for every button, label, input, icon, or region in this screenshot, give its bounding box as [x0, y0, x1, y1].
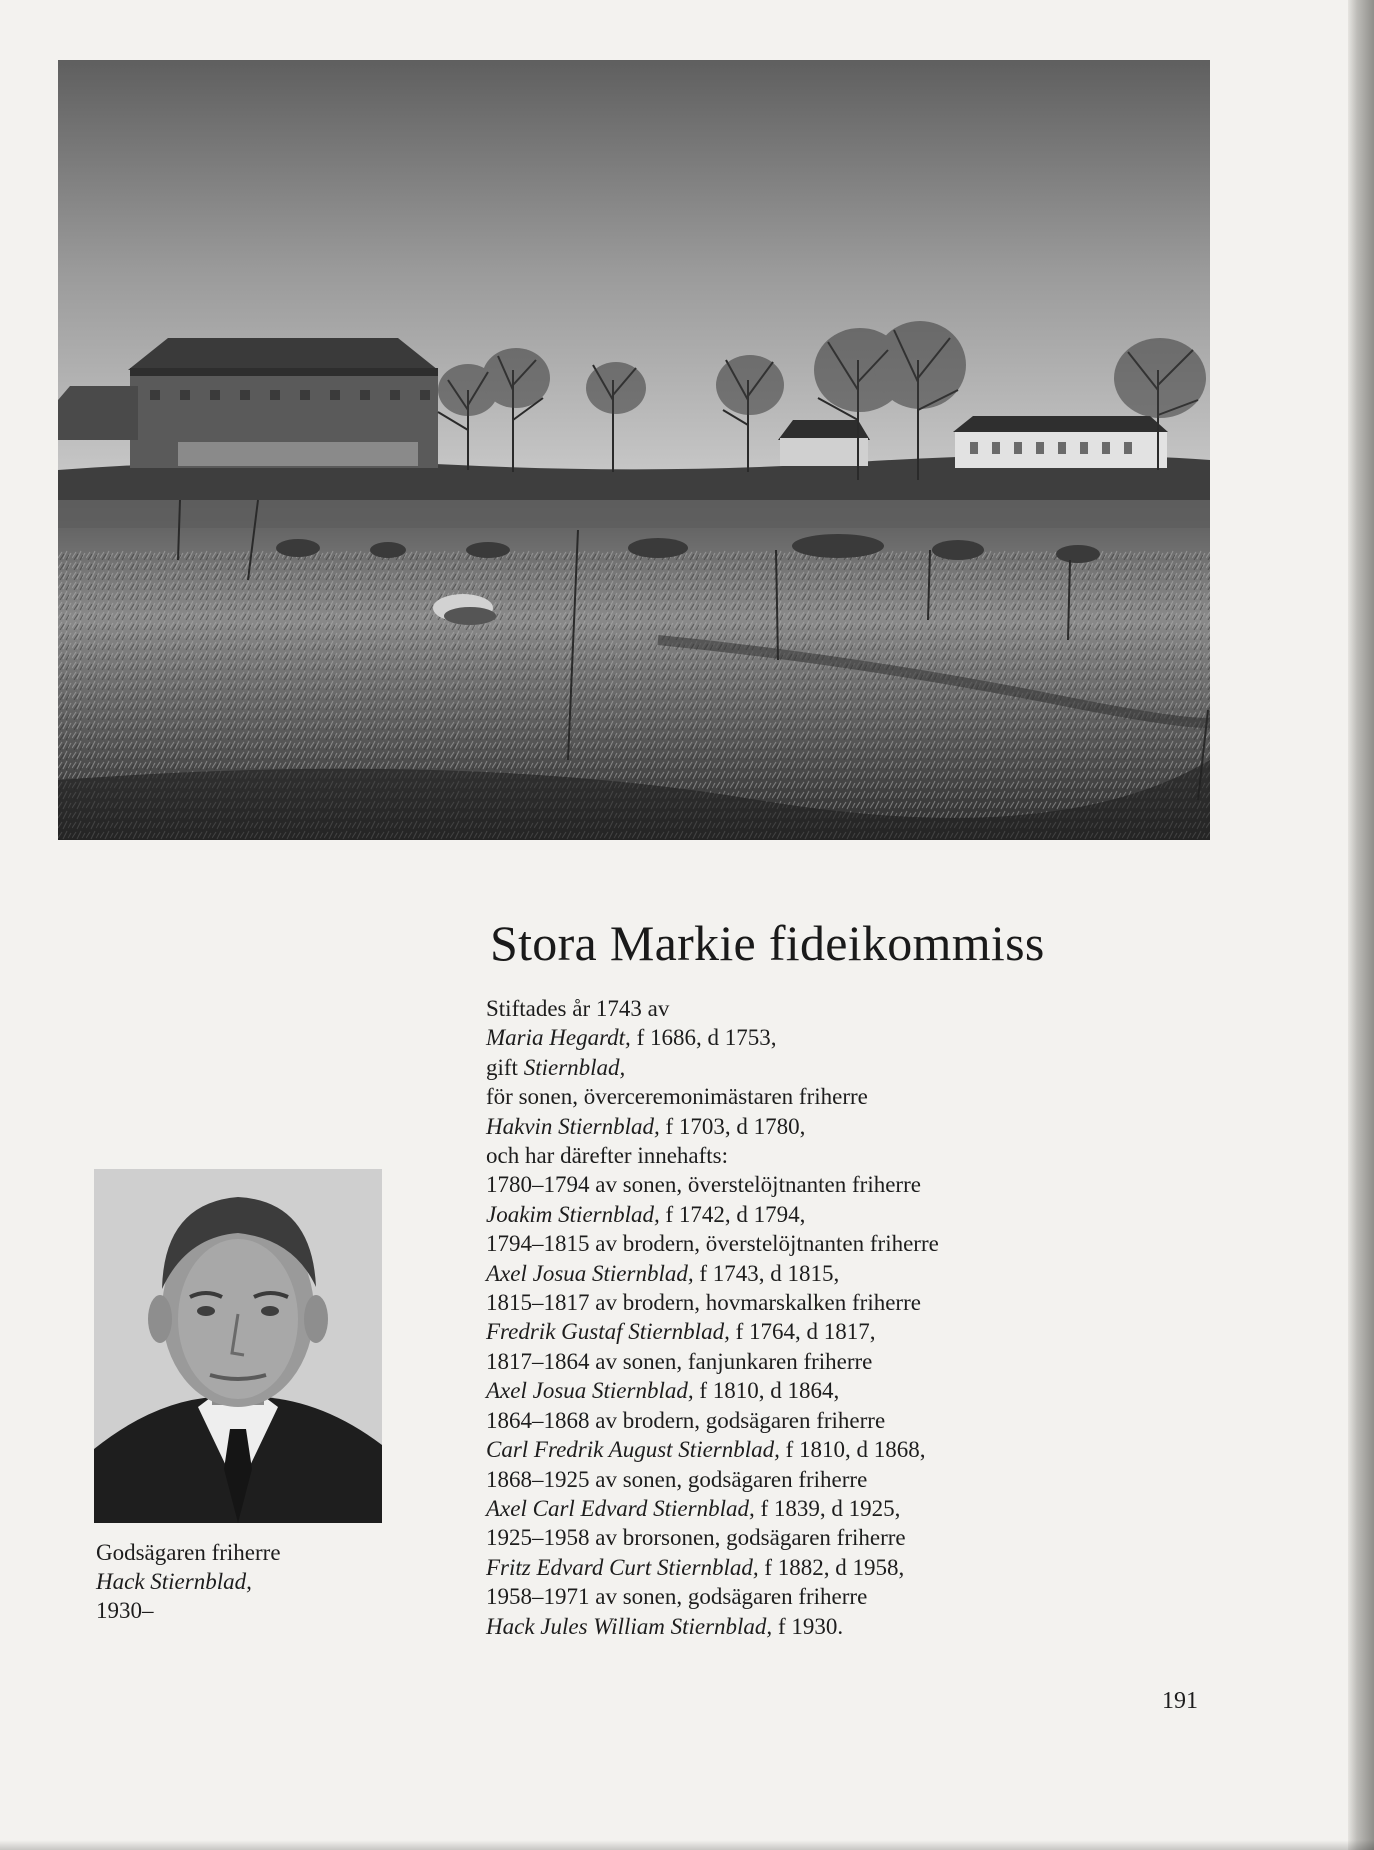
history-line: [486, 1200, 1206, 1229]
history-text: 1794–1815 av brodern, överstelöjtnanten friherre: [486, 1231, 939, 1257]
history-line: [486, 1494, 1206, 1523]
portrait-photo: [94, 1169, 382, 1523]
history-name: Maria Hegardt,: [486, 1025, 631, 1051]
history-line: [486, 1435, 1206, 1464]
portrait-caption: [96, 1538, 396, 1625]
history-line: [486, 994, 1206, 1023]
history-line: [486, 1288, 1206, 1317]
page-edge: [1348, 0, 1374, 1850]
history-name: Joakim Stiernblad,: [486, 1201, 660, 1227]
history-text: f 1930.: [772, 1613, 844, 1639]
history-text: 1958–1971 av sonen, godsägaren friherre: [486, 1584, 868, 1610]
history-line: [486, 1259, 1206, 1288]
history-text: f 1742, d 1794,: [659, 1201, 806, 1227]
history-text: 1815–1817 av brodern, hovmarskalken friherre: [486, 1290, 921, 1316]
caption-line: Godsägaren friherre: [96, 1540, 281, 1565]
history-line: [486, 1406, 1206, 1435]
history-text: f 1764, d 1817,: [729, 1319, 876, 1345]
history-text: 1780–1794 av sonen, överstelöjtnanten friherre: [486, 1172, 921, 1198]
page-number: 191: [1162, 1688, 1198, 1714]
caption-name: [96, 1567, 396, 1596]
history-name: Axel Josua Stiernblad,: [486, 1260, 694, 1286]
history-line: [486, 1141, 1206, 1170]
history-name: Fredrik Gustaf Stiernblad,: [486, 1319, 730, 1345]
caption-years: 1930–: [96, 1598, 154, 1623]
history-line: [486, 1553, 1206, 1582]
history-text: f 1810, d 1864,: [693, 1378, 840, 1404]
history-text: 1817–1864 av sonen, fanjunkaren friherre: [486, 1348, 873, 1374]
history-line: [486, 1612, 1206, 1641]
history-text: f 1743, d 1815,: [693, 1260, 840, 1286]
history-line: [486, 1582, 1206, 1611]
history-text: f 1703, d 1780,: [659, 1113, 806, 1139]
history-text: för sonen, överceremonimästaren friherre: [486, 1084, 868, 1110]
history-line: [486, 1229, 1206, 1258]
history-text: f 1810, d 1868,: [779, 1437, 926, 1463]
page-title: Stora Markie fideikommiss: [490, 915, 1045, 971]
history-text: 1868–1925 av sonen, godsägaren friherre: [486, 1466, 868, 1492]
history-line: [486, 1376, 1206, 1405]
history-line: [486, 1465, 1206, 1494]
history-name: Hack Jules William Stiernblad,: [486, 1613, 773, 1639]
history-text: och har därefter innehafts:: [486, 1143, 729, 1169]
history-line: [486, 1112, 1206, 1141]
history-line: [486, 1347, 1206, 1376]
caption-italic-name: Hack Stiernblad,: [96, 1569, 252, 1594]
history-line: [486, 1523, 1206, 1552]
history-line: [486, 1023, 1206, 1052]
history-line: [486, 1170, 1206, 1199]
history-text: f 1882, d 1958,: [758, 1554, 905, 1580]
history-name: Hakvin Stiernblad,: [486, 1113, 660, 1139]
estate-landscape-photo: [58, 60, 1210, 840]
history-text: f 1686, d 1753,: [630, 1025, 777, 1051]
history-line: [486, 1082, 1206, 1111]
history-text: 1925–1958 av brorsonen, godsägaren friherre: [486, 1525, 906, 1551]
history-line: [486, 1053, 1206, 1082]
ownership-history: [486, 994, 1206, 1641]
history-name: Stiernblad,: [523, 1054, 626, 1080]
history-name: Axel Carl Edvard Stiernblad,: [486, 1495, 755, 1521]
history-text: 1864–1868 av brodern, godsägaren friherre: [486, 1407, 886, 1433]
history-line: [486, 1317, 1206, 1346]
history-name: Axel Josua Stiernblad,: [486, 1378, 694, 1404]
page-bottom-shadow: [0, 1840, 1374, 1850]
history-text: f 1839, d 1925,: [754, 1495, 901, 1521]
history-name: Fritz Edvard Curt Stiernblad,: [486, 1554, 759, 1580]
history-name: Carl Fredrik August Stiernblad,: [486, 1437, 780, 1463]
history-text: Stiftades år 1743 av: [486, 996, 670, 1021]
history-text: gift: [486, 1054, 524, 1080]
